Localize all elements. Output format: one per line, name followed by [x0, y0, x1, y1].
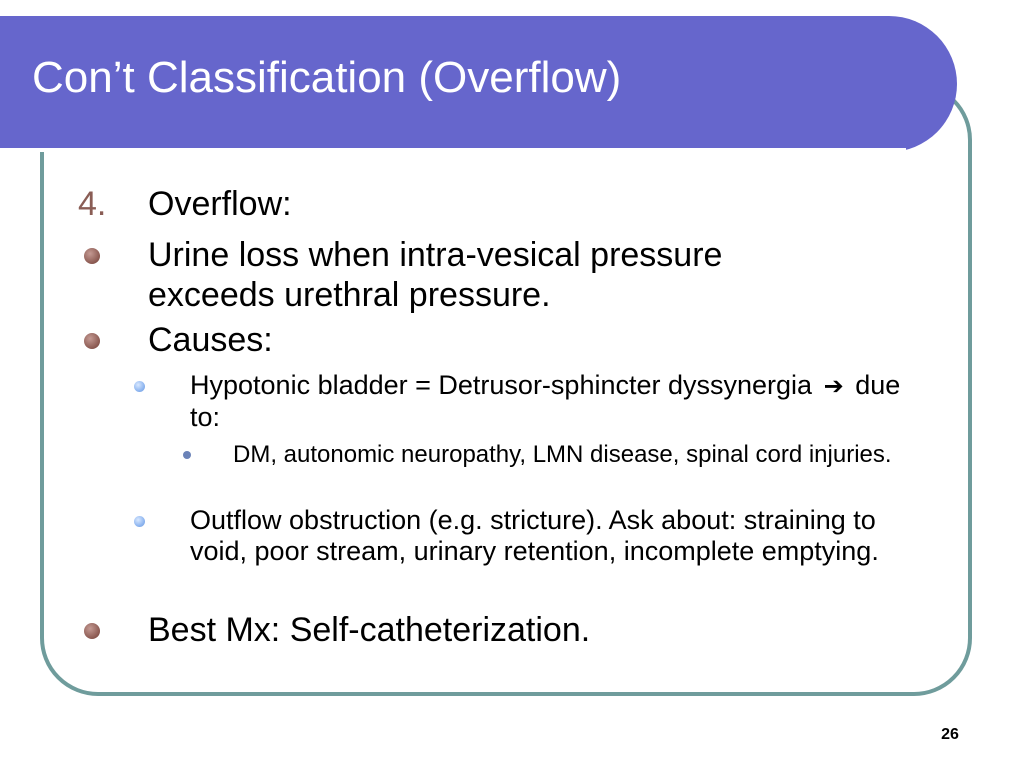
management-text: Best Mx: Self-catheterization. [148, 611, 591, 649]
heading-text: Overflow: [148, 185, 292, 223]
bullet-icon [84, 333, 100, 349]
list-item [0, 505, 1024, 603]
cause-1-after-arrow: due to: [190, 370, 901, 432]
bullet-icon [84, 248, 100, 264]
bullet-icon [134, 516, 145, 527]
title-underline [0, 148, 906, 152]
page-number: 26 [941, 726, 959, 743]
cause-1-before-arrow: Hypotonic bladder = Detrusor-sphincter dyssynergia [190, 370, 813, 400]
list-item [0, 610, 1024, 654]
list-item [0, 320, 1024, 364]
heading-row [0, 184, 1024, 228]
cause-1-text [190, 370, 910, 433]
slide-title: Con’t Classification (Overflow) [32, 53, 622, 102]
list-item [0, 235, 1024, 319]
cause-2-text: Outflow obstruction (e.g. stricture). Ask about: straining to void, poor stream, urinary retention, incomplete emptying. [190, 505, 879, 566]
right-arrow-icon: ➔ [823, 372, 844, 400]
bullet-icon [183, 451, 191, 459]
bullet-icon [134, 381, 145, 392]
heading-number: 4. [78, 185, 107, 223]
cause-1-detail: DM, autonomic neuropathy, LMN disease, spinal cord injuries. [233, 441, 892, 468]
list-item [0, 370, 1024, 436]
list-item [0, 441, 1024, 497]
bullet-icon [84, 623, 100, 639]
causes-label: Causes: [148, 321, 273, 359]
definition-text: Urine loss when intra-vesical pressure exceeds urethral pressure. [148, 236, 723, 314]
